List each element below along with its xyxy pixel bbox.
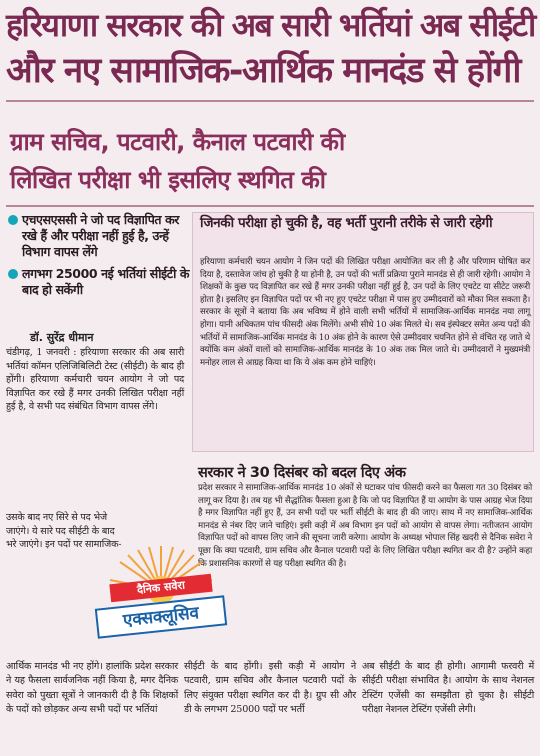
exclusive-logo	[96, 542, 226, 654]
subheadline-line-2: लिखित परीक्षा भी इसलिए स्थगित की	[10, 166, 326, 194]
subheadline-divider	[6, 205, 534, 207]
headline	[6, 2, 536, 94]
highlight-item	[6, 212, 192, 260]
highlight-text: एचएसएससी ने जो पद विज्ञापित कर रखे हैं और परीक्षा नहीं हुई है, उन्हें विभाग वापस लेंगे	[22, 212, 180, 259]
section-2-title: सरकार ने 30 दिसंबर को बदल दिए अंक	[198, 465, 406, 481]
headline-line-2: और नए सामाजिक-आर्थिक मानदंड से होंगी	[6, 51, 520, 91]
bottom-column-2: सीईटी के बाद होंगी। इसी कड़ी में आयोग ने पटवारी, ग्राम सचिव और कैनाल पटवारी पदों के लिए संयुक्त परीक्षा स्थगित कर दी है। ग्रुप सी और डी के लगभग 25000 पदों पर भर्ती	[184, 661, 356, 716]
subheadline	[10, 123, 535, 199]
section-1-title: जिनकी परीक्षा हो चुकी है, वह भर्ती पुरानी तरीके से जारी रहेगी	[200, 215, 493, 231]
bottom-column-3: अब सीईटी के बाद ही होगी। आगामी फरवरी में सीईटी परीक्षा संभावित है। आयोग के साथ नेशनल टेस्टिंग एजेंसी का समझौता हो चुका है। सीईटी परीक्षा नेशनल टेस्टिंग एजेंसी लेगी।	[362, 661, 534, 716]
highlight-item	[6, 266, 192, 298]
subheadline-line-1: ग्राम सचिव, पटवारी, कैनाल पटवारी की	[10, 128, 345, 156]
section-2-body: प्रदेश सरकार ने सामाजिक-आर्थिक मानदंड 10 अंकों से घटाकर पांच फीसदी करने का फैसला गत 30 दिसंबर को लागू कर दिया है। तब यह भी सैद्धांतिक फैसला हुआ है कि जो पद विज्ञापित हैं या आयोग के पास आग्रह भेज दिया है मगर विज्ञापित नहीं हुए हैं, उन सभी पदों पर भर्ती सीईटी के बाद ही की जाए। साथ में नए सामाजिक-आर्थिक मानदंड से नंबर दिए जाने चाहिएं। इसी कड़ी में अब विभाग इन पदों को आयोग से वापस लेगा। नतीजतन आयोग विज्ञापित पदों को वापस लिए जाने की सूचना जारी करेगा। आयोग के अध्यक्ष भोपाल सिंह खदरी से दैनिक सवेरा ने पूछा कि क्या पटवारी, ग्राम सचिव और कैनाल पटवारी पदों के लिए लिखित परीक्षा स्थगित कर दी है? उन्होंने कहा कि प्रशासनिक कारणों से यह परीक्षा स्थगित की है।	[198, 483, 532, 569]
logo-label: एक्सक्लूसिव	[95, 595, 227, 638]
logo-brand: दैनिक सवेरा	[109, 574, 212, 603]
bullet-dot-icon	[8, 269, 18, 279]
left-body-continued: उसके बाद नए सिरे से पद भेजे जाएंगे। ये सारे पद सीईटी के बाद भरे जाएंगे। इन पदों पर सामाजिक-	[6, 512, 122, 551]
highlights-list	[6, 212, 192, 304]
section-1-body: हरियाणा कर्मचारी चयन आयोग ने जिन पदों की लिखित परीक्षा आयोजित कर ली है और परिणाम घोषित कर दिया है, दस्तावेज जांच हो चुकी है या होनी है, उन पदों की भर्ती प्रक्रिया पुराने मानदंड से ही जारी रहेगी। आयोग ने शिक्षकों के कुछ पद विज्ञापित कर रखे हैं मगर उनकी परीक्षा नहीं हुई है, उन पदों के लिए एचटेट या सीटेट जरूरी होता है। इसलिए इन विज्ञापित पदों पर भी नए हुए एचटेट परीक्षा में पास हुए उम्मीदवारों को मौका मिल सकता है। सरकार के सूत्रों ने बताया कि अब भविष्य में होने वाली सभी भर्तियों में सामाजिक-आर्थिक मानदंड नया लागू होगा। यानी अधिकतम पांच फीसदी अंक मिलेंगे। अभी सीधे 10 अंक मिलते थे। सब इंस्पेक्टर समेत अन्य पदों की भर्तियों में सामाजिक-आर्थिक मानदंड के 10 अंक होने के कारण ऐसे उम्मीदवार चयनित होने से वंचित रह जाते थे क्योंकि कम अंकों वालों को सामाजिक-आर्थिक मानदंड के 10 अंक तक मिल जाते थे। उम्मीदवारों ने मुख्यमंत्री मनोहर लाल से आग्रह किया था कि ये अंक कम होने चाहिएं।	[200, 257, 531, 368]
headline-line-1: हरियाणा सरकार की अब सारी भर्तियां अब सीईटी	[6, 6, 535, 44]
headline-divider	[6, 100, 534, 102]
bullet-dot-icon	[8, 215, 18, 225]
highlight-text: लगभग 25000 नई भर्तियां सीईटी के बाद हो सकेंगी	[22, 266, 190, 297]
byline: डॉ. सुरेंद्र धीमान	[30, 331, 94, 344]
left-body: चंडीगढ़, 1 जनवरी : हरियाणा सरकार की अब सारी भर्तियां कॉमन एलिजिबिलिटी टेस्ट (सीईटी) के बाद ही होंगी। हरियाणा कर्मचारी चयन आयोग ने जो पद विज्ञापित कर रखे हैं मगर उनकी लिखित परीक्षा नहीं हुई है, वे सभी पद संबंधित विभाग वापस लेंगे।	[6, 347, 184, 413]
bottom-column-1: आर्थिक मानदंड भी नए होंगे। हालांकि प्रदेश सरकार ने यह फैसला सार्वजनिक नहीं किया है, मगर दैनिक सवेरा को पुख्ता सूत्रों ने जानकारी दी है कि शिक्षकों के पदों को छोड़कर अन्य सभी पदों पर भर्तियां	[6, 661, 178, 716]
